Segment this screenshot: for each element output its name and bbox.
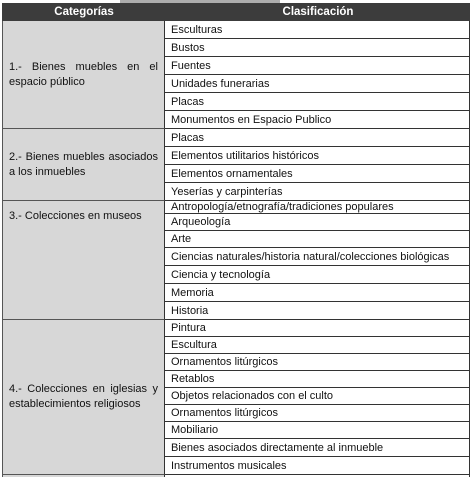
category-cell bbox=[2, 129, 165, 201]
table-row: Monumentos en Espacio Publico bbox=[165, 111, 470, 129]
table-row: Pintura bbox=[165, 320, 470, 337]
table-row: Ornamentos litúrgicos bbox=[165, 405, 470, 422]
table-row: Escultura bbox=[165, 337, 470, 354]
category-cell bbox=[2, 21, 165, 129]
table-row: Placas bbox=[165, 129, 470, 147]
header-clasificacion: Clasificación bbox=[282, 6, 354, 18]
table-row: Esculturas bbox=[165, 21, 470, 39]
category-cell bbox=[2, 201, 165, 320]
classification-table bbox=[2, 3, 470, 477]
table-row: Bustos bbox=[165, 39, 470, 57]
category-cell bbox=[2, 320, 165, 475]
table-row: Antropología/etnografía/tradiciones populares bbox=[165, 201, 470, 214]
table-row: Elementos ornamentales bbox=[165, 165, 470, 183]
table-row: Fuentes bbox=[165, 57, 470, 75]
table-row: Ornamentos litúrgicos bbox=[165, 354, 470, 371]
table-row: Instrumentos musicales bbox=[165, 457, 470, 475]
table-row: Placas bbox=[165, 93, 470, 111]
table-row: Arqueología bbox=[165, 214, 470, 231]
category-label: 1.- Bienes muebles en el espacio público bbox=[9, 60, 158, 88]
category-label: 4.- Colecciones en iglesias y establecimientos religiosos bbox=[9, 383, 158, 410]
category-label: 3.- Colecciones en museos bbox=[9, 210, 142, 222]
table-row: Elementos utilitarios históricos bbox=[165, 147, 470, 165]
table-row: Yeserías y carpinterías bbox=[165, 183, 470, 201]
table-row: Unidades funerarias bbox=[165, 75, 470, 93]
table-row: Objetos relacionados con el culto bbox=[165, 388, 470, 405]
table-row: Historia bbox=[165, 302, 470, 320]
table-row: Retablos bbox=[165, 371, 470, 388]
table-row: Ciencia y tecnología bbox=[165, 266, 470, 284]
header-categorias: Categorías bbox=[54, 6, 114, 18]
table-row: Ciencias naturales/historia natural/colecciones biológicas bbox=[165, 248, 470, 266]
table-header bbox=[2, 3, 470, 21]
table-row: Bienes asociados directamente al inmueble bbox=[165, 439, 470, 457]
table-row: Arte bbox=[165, 231, 470, 248]
category-label: 2.- Bienes muebles asociados a los inmuebles bbox=[9, 150, 158, 178]
table-row: Memoria bbox=[165, 284, 470, 302]
table-row: Mobiliario bbox=[165, 422, 470, 439]
